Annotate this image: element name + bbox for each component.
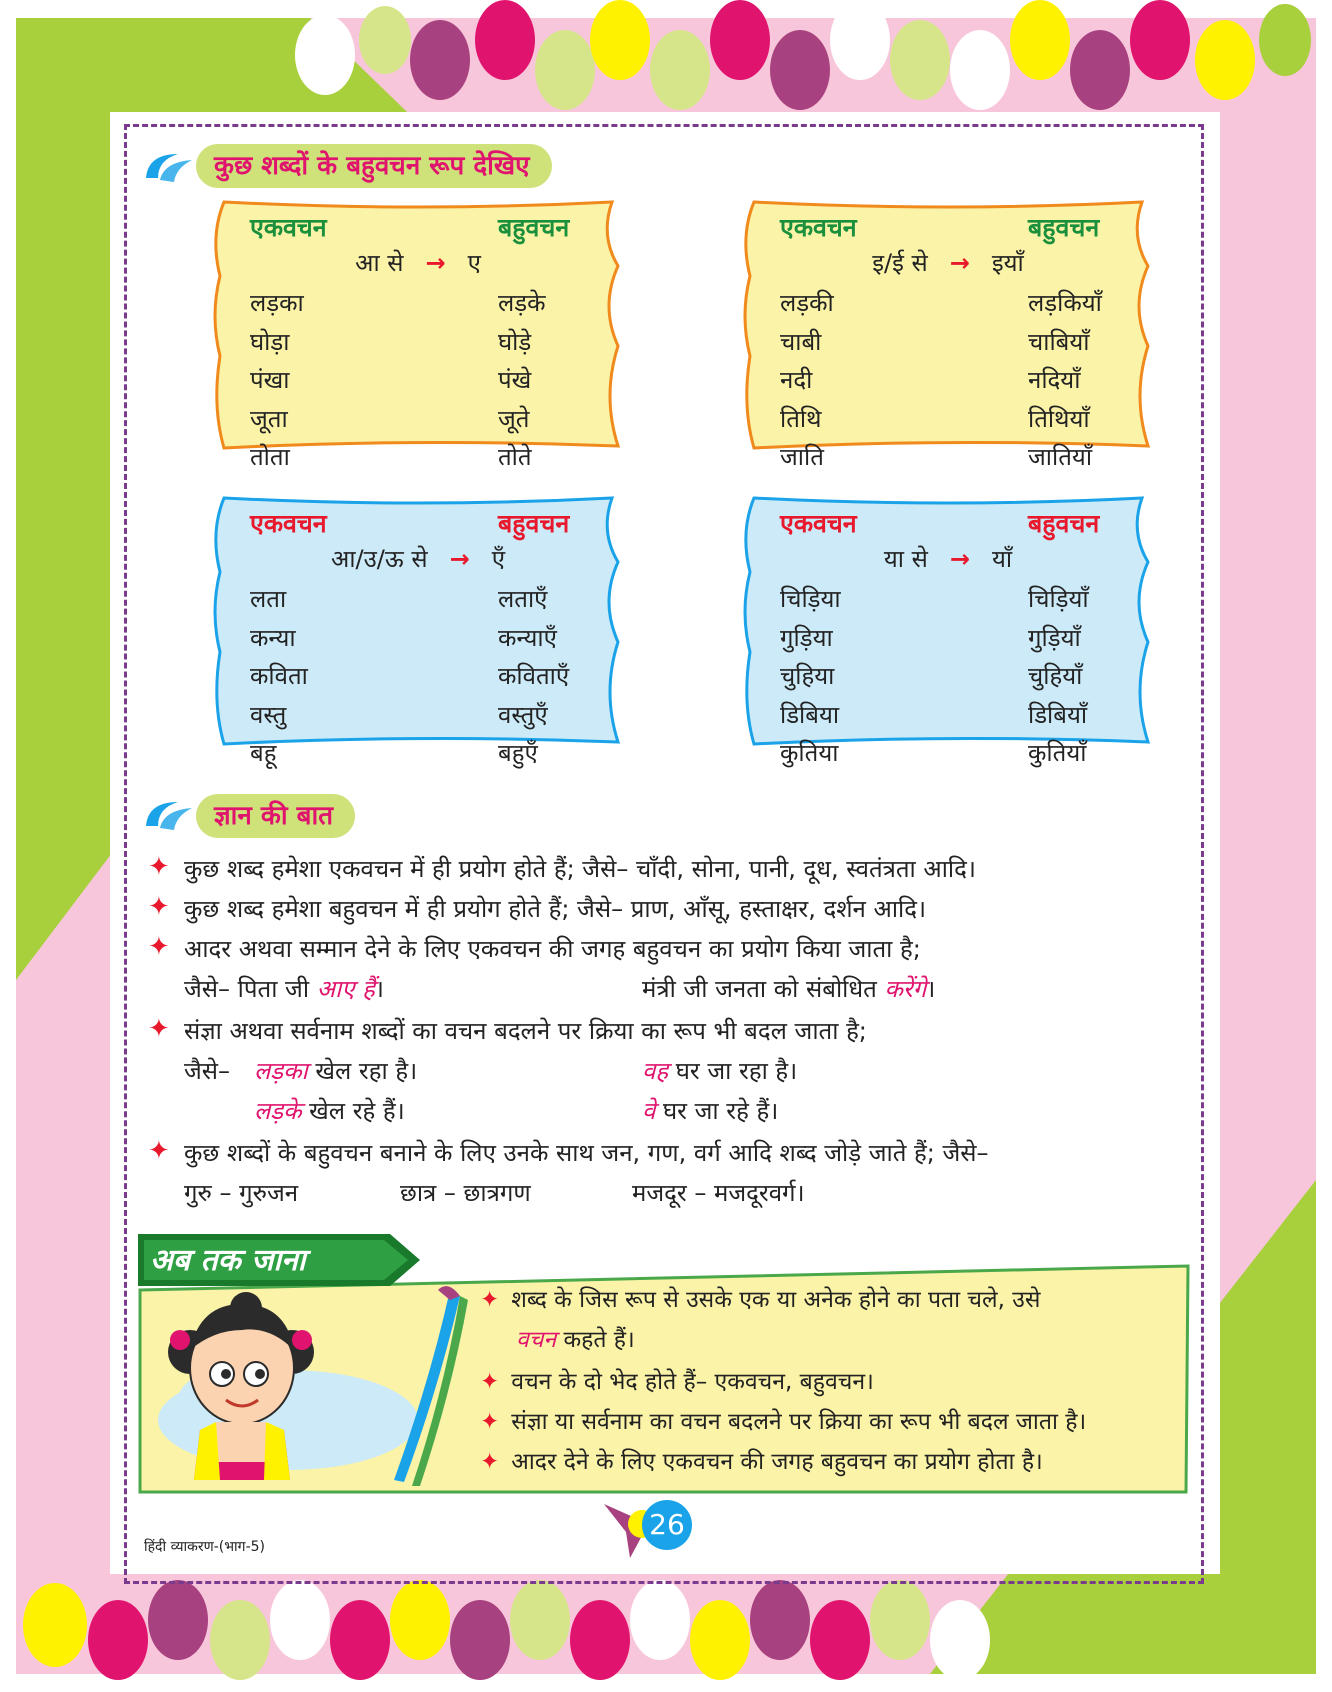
list-item bbox=[250, 402, 610, 441]
note-example bbox=[254, 1054, 417, 1087]
book-title: हिंदी व्याकरण-(भाग-5) bbox=[144, 1539, 265, 1555]
singular-word: लड़का bbox=[250, 289, 304, 317]
list-item bbox=[780, 659, 1140, 698]
plural-word: पंखे bbox=[498, 366, 532, 394]
swoosh-icon bbox=[138, 148, 198, 188]
note-example: मजदूर – मजदूरवर्ग। bbox=[632, 1179, 805, 1207]
singular-word: गुड़िया bbox=[780, 623, 833, 652]
plural-box-ya-to-yan bbox=[738, 492, 1158, 767]
highlight-verb: करेंगे bbox=[884, 975, 927, 1003]
plural-label: बहुवचन bbox=[1028, 213, 1100, 242]
plural-word: कविताएँ bbox=[498, 662, 570, 690]
note-example bbox=[642, 1094, 778, 1127]
summary-text: वचन के दो भेद होते हैं– एकवचन, बहुवचन। bbox=[511, 1369, 874, 1395]
summary-item bbox=[480, 1444, 1043, 1476]
note-example bbox=[254, 1094, 405, 1127]
note-example: छात्र – छात्रगण bbox=[400, 1179, 531, 1207]
plural-word: लड़कियाँ bbox=[1028, 289, 1102, 317]
example-text: । bbox=[374, 975, 384, 1003]
plural-word: डिबियाँ bbox=[1028, 700, 1088, 729]
example-prefix: जैसे– bbox=[184, 1057, 231, 1085]
plural-box-i-to-iyan bbox=[738, 196, 1158, 471]
singular-word: जाति bbox=[780, 443, 824, 471]
note-example: गुरु – गुरुजन bbox=[184, 1179, 299, 1207]
word-list bbox=[780, 286, 1140, 479]
arrow-right-icon: → bbox=[949, 545, 970, 573]
singular-word: कविता bbox=[250, 662, 308, 690]
list-item bbox=[250, 325, 610, 364]
singular-word: घोड़ा bbox=[250, 327, 290, 356]
plural-word: तोते bbox=[498, 443, 532, 471]
star-bullet-icon: ✦ bbox=[148, 1136, 170, 1166]
summary-item-continued bbox=[516, 1322, 635, 1354]
rule-to: याँ bbox=[991, 545, 1013, 573]
summary-item bbox=[480, 1282, 1040, 1314]
singular-word: कन्या bbox=[250, 623, 296, 652]
note-text: कुछ शब्द हमेशा एकवचन में ही प्रयोग होते हैं; जैसे– चाँदी, सोना, पानी, दूध, स्वतंत्रता आदि। bbox=[184, 855, 976, 883]
singular-word: नदी bbox=[780, 366, 813, 394]
rule-line bbox=[208, 542, 628, 575]
list-item bbox=[780, 582, 1140, 621]
list-item bbox=[780, 325, 1140, 364]
plural-word: वस्तुएँ bbox=[498, 700, 548, 729]
girl-illustration bbox=[160, 1290, 320, 1480]
plural-word: कुतियाँ bbox=[1028, 739, 1087, 767]
list-item bbox=[780, 440, 1140, 479]
star-bullet-icon: ✦ bbox=[480, 1369, 500, 1395]
summary-text: संज्ञा या सर्वनाम का वचन बदलने पर क्रिया का रूप भी बदल जाता है। bbox=[511, 1409, 1087, 1435]
list-item bbox=[250, 698, 610, 737]
highlight-word: लड़के bbox=[254, 1097, 302, 1125]
highlight-word: वे bbox=[642, 1097, 656, 1125]
star-bullet-icon: ✦ bbox=[148, 932, 170, 962]
rule-line bbox=[738, 246, 1158, 279]
arrow-right-icon: → bbox=[425, 249, 446, 277]
singular-label: एकवचन bbox=[780, 509, 857, 538]
arrow-right-icon: → bbox=[449, 545, 470, 573]
singular-word: बहू bbox=[250, 739, 277, 767]
section-heading-knowledge: ज्ञान की बात bbox=[196, 794, 355, 838]
singular-word: चाबी bbox=[780, 327, 822, 356]
list-item bbox=[780, 621, 1140, 660]
highlight-word: वह bbox=[642, 1057, 669, 1085]
example-text: जैसे– पिता जी bbox=[184, 975, 317, 1003]
note-example bbox=[642, 1054, 797, 1087]
highlight-word: लड़का bbox=[254, 1057, 308, 1085]
summary-text: शब्द के जिस रूप से उसके एक या अनेक होने का पता चले, उसे bbox=[511, 1287, 1041, 1313]
singular-word: वस्तु bbox=[250, 700, 287, 729]
plural-word: बहुएँ bbox=[498, 739, 538, 767]
list-item bbox=[780, 698, 1140, 737]
highlight-term: वचन bbox=[516, 1327, 557, 1353]
singular-word: चिड़िया bbox=[780, 585, 841, 613]
section-heading-plurals: कुछ शब्दों के बहुवचन रूप देखिए bbox=[196, 144, 552, 188]
plural-word: तिथियाँ bbox=[1028, 404, 1090, 433]
list-item bbox=[250, 363, 610, 402]
summary-ribbon-title: अब तक जाना bbox=[150, 1243, 306, 1278]
singular-word: जूता bbox=[250, 404, 288, 433]
singular-label: एकवचन bbox=[780, 213, 857, 242]
summary-text: आदर देने के लिए एकवचन की जगह बहुवचन का प्रयोग होता है। bbox=[511, 1449, 1043, 1475]
note-text: कुछ शब्दों के बहुवचन बनाने के लिए उनके साथ जन, गण, वर्ग आदि शब्द जोड़े जाते हैं; जैसे– bbox=[184, 1139, 989, 1167]
word-list bbox=[250, 582, 610, 775]
plural-word: नदियाँ bbox=[1028, 366, 1081, 394]
rule-from: इ/ई से bbox=[872, 249, 928, 277]
list-item bbox=[250, 440, 610, 479]
plural-label: बहुवचन bbox=[498, 213, 570, 242]
example-text: घर जा रहा है। bbox=[668, 1057, 798, 1085]
plural-box-aa-to-en bbox=[208, 492, 628, 767]
plural-word: जातियाँ bbox=[1028, 443, 1093, 471]
rule-line bbox=[208, 246, 628, 279]
note-text: कुछ शब्द हमेशा बहुवचन में ही प्रयोग होते हैं; जैसे– प्राण, आँसू, हस्ताक्षर, दर्शन आदि। bbox=[184, 895, 927, 923]
singular-word: चुहिया bbox=[780, 662, 835, 690]
example-text: घर जा रहे हैं। bbox=[655, 1097, 779, 1125]
star-bullet-icon: ✦ bbox=[480, 1449, 500, 1475]
note-example bbox=[642, 972, 935, 1005]
plural-word: गुड़ियाँ bbox=[1028, 623, 1081, 652]
singular-label: एकवचन bbox=[250, 509, 327, 538]
star-bullet-icon: ✦ bbox=[148, 852, 170, 882]
list-item bbox=[250, 621, 610, 660]
note-text: आदर अथवा सम्मान देने के लिए एकवचन की जगह बहुवचन का प्रयोग किया जाता है; bbox=[184, 935, 921, 963]
plural-box-aa-to-e bbox=[208, 196, 628, 471]
list-item bbox=[780, 363, 1140, 402]
example-text: खेल रहे हैं। bbox=[301, 1097, 405, 1125]
plural-label: बहुवचन bbox=[1028, 509, 1100, 538]
highlight-verb: आए हैं bbox=[316, 975, 375, 1003]
star-bullet-icon: ✦ bbox=[480, 1287, 500, 1313]
rule-from: या से bbox=[883, 545, 928, 573]
list-item bbox=[250, 582, 610, 621]
example-text: खेल रहा है। bbox=[307, 1057, 418, 1085]
arrow-right-icon: → bbox=[949, 249, 970, 277]
rule-from: आ से bbox=[355, 249, 404, 277]
page-number: 26 bbox=[642, 1500, 692, 1550]
summary-item bbox=[480, 1404, 1086, 1436]
list-item bbox=[780, 286, 1140, 325]
plural-word: चाबियाँ bbox=[1028, 327, 1090, 356]
rule-to: इयाँ bbox=[991, 249, 1024, 277]
plural-word: लताएँ bbox=[498, 585, 548, 613]
note-example bbox=[184, 972, 384, 1005]
plural-word: लड़के bbox=[498, 289, 546, 317]
summary-text: कहते हैं। bbox=[556, 1327, 635, 1353]
plural-word: कन्याएँ bbox=[498, 623, 557, 652]
note-text: संज्ञा अथवा सर्वनाम शब्दों का वचन बदलने पर क्रिया का रूप भी बदल जाता है; bbox=[184, 1017, 867, 1045]
singular-word: तोता bbox=[250, 443, 290, 471]
star-bullet-icon: ✦ bbox=[148, 1014, 170, 1044]
plural-word: जूते bbox=[498, 404, 530, 433]
singular-word: लड़की bbox=[780, 289, 834, 317]
star-bullet-icon: ✦ bbox=[480, 1409, 500, 1435]
star-bullet-icon: ✦ bbox=[148, 892, 170, 922]
plural-word: घोड़े bbox=[498, 327, 532, 356]
rule-line bbox=[738, 542, 1158, 575]
rule-to: एँ bbox=[491, 545, 505, 573]
summary-item bbox=[480, 1364, 874, 1396]
swoosh-icon bbox=[138, 796, 198, 836]
singular-label: एकवचन bbox=[250, 213, 327, 242]
word-list bbox=[250, 286, 610, 479]
singular-word: कुतिया bbox=[780, 739, 839, 767]
example-text: । bbox=[926, 975, 936, 1003]
plural-word: चुहियाँ bbox=[1028, 662, 1083, 690]
list-item bbox=[250, 659, 610, 698]
singular-word: लता bbox=[250, 585, 287, 613]
list-item bbox=[250, 736, 610, 775]
list-item bbox=[780, 736, 1140, 775]
list-item bbox=[250, 286, 610, 325]
singular-word: पंखा bbox=[250, 366, 290, 394]
rule-from: आ/उ/ऊ से bbox=[331, 545, 428, 573]
singular-word: डिबिया bbox=[780, 700, 840, 729]
singular-word: तिथि bbox=[780, 404, 822, 433]
example-text: मंत्री जी जनता को संबोधित bbox=[642, 975, 885, 1003]
list-item bbox=[780, 402, 1140, 441]
rule-to: ए bbox=[467, 249, 481, 277]
plural-word: चिड़ियाँ bbox=[1028, 585, 1089, 613]
plural-label: बहुवचन bbox=[498, 509, 570, 538]
word-list bbox=[780, 582, 1140, 775]
